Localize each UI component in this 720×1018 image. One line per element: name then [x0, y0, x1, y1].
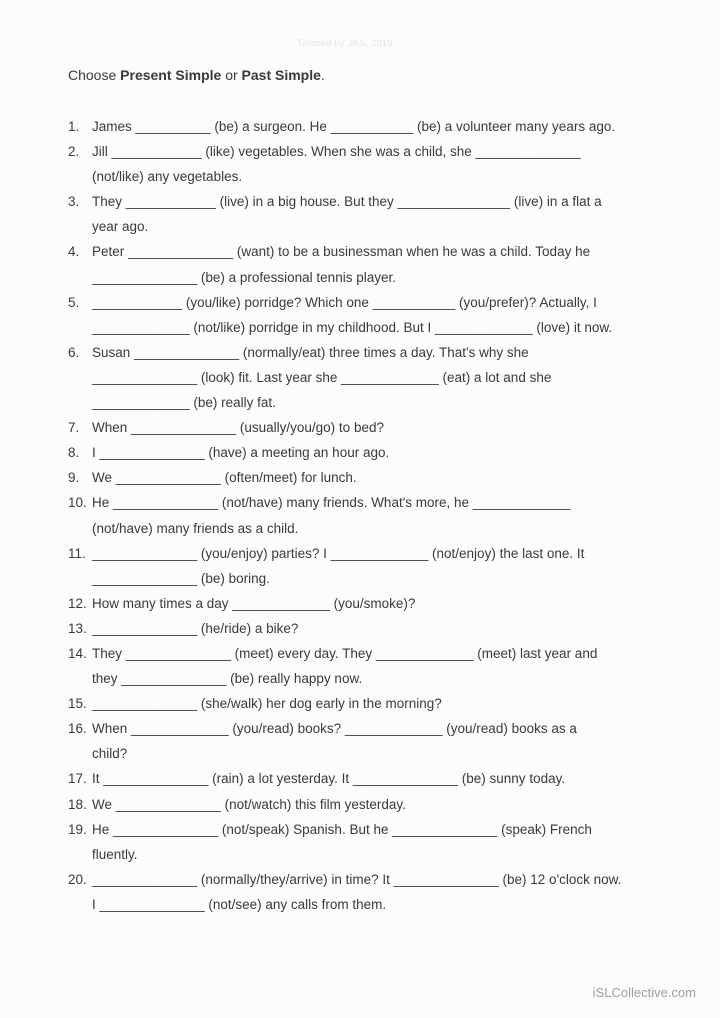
item-text-line: _____________ (not/like) porridge in my childhood. But I _____________ (love) it now. — [92, 319, 613, 335]
exercise-item — [68, 239, 678, 289]
item-text-line: ______________ (normally/they/arrive) in time? It ______________ (be) 12 o'clock now. — [92, 871, 622, 887]
exercise-item — [68, 415, 678, 440]
exercise-item — [68, 817, 678, 867]
item-number: 18. — [68, 796, 87, 812]
exercise-item — [68, 189, 678, 239]
item-text — [92, 591, 678, 616]
exercise-item — [68, 541, 678, 591]
item-text-line: Jill ____________ (like) vegetables. When she was a child, she ______________ — [92, 144, 581, 160]
item-text-line: ______________ (she/walk) her dog early in the morning? — [92, 696, 442, 712]
item-text-line: year ago. — [92, 219, 149, 235]
item-text — [92, 415, 678, 440]
item-text-line: We ______________ (not/watch) this film yesterday. — [92, 796, 406, 812]
item-text-line: When _____________ (you/read) books? _____________ (you/read) books as a — [92, 721, 577, 737]
item-number: 5. — [68, 294, 80, 310]
item-text-line: ____________ (you/like) porridge? Which one ___________ (you/prefer)? Actually, I — [92, 294, 597, 310]
item-text-line: Peter ______________ (want) to be a businessman when he was a child. Today he — [92, 244, 591, 260]
item-text — [92, 716, 678, 766]
item-text-line: ______________ (be) a professional tennis player. — [92, 269, 396, 285]
title-segment: or — [221, 67, 242, 83]
item-text — [92, 189, 678, 239]
item-text — [92, 616, 678, 641]
item-text — [92, 817, 678, 867]
item-text-line: fluently. — [92, 846, 138, 862]
item-text-line: (not/like) any vegetables. — [92, 169, 243, 185]
item-text — [92, 465, 678, 490]
item-number: 6. — [68, 344, 80, 360]
item-text-line: They ______________ (meet) every day. They _____________ (meet) last year and — [92, 645, 598, 661]
worksheet-title — [68, 67, 325, 83]
item-number: 9. — [68, 470, 80, 486]
title-segment: Choose — [68, 67, 121, 83]
exercise-item — [68, 792, 678, 817]
item-number: 2. — [68, 144, 80, 160]
item-number: 20. — [68, 871, 87, 887]
watermark-text: Tailored by JKS, 2019 — [297, 38, 393, 48]
item-text-line: I ______________ (have) a meeting an hour ago. — [92, 445, 390, 461]
exercise-item — [68, 290, 678, 340]
item-number: 16. — [68, 721, 87, 737]
exercise-item — [68, 139, 678, 189]
item-text-line: ______________ (you/enjoy) parties? I _____________ (not/enjoy) the last one. It — [92, 545, 585, 561]
item-text-line: (not/have) many friends as a child. — [92, 520, 299, 536]
exercise-item — [68, 867, 678, 917]
exercise-item — [68, 716, 678, 766]
item-text — [92, 766, 678, 791]
exercise-item — [68, 490, 678, 540]
item-text — [92, 490, 678, 540]
item-text — [92, 691, 678, 716]
item-number: 14. — [68, 645, 87, 661]
item-text-line: How many times a day _____________ (you/smoke)? — [92, 595, 416, 611]
item-text-line: When ______________ (usually/you/go) to bed? — [92, 420, 384, 436]
item-text — [92, 290, 678, 340]
item-number: 3. — [68, 194, 80, 210]
title-segment-bold: Present Simple — [120, 67, 222, 83]
footer-brand: iSLCollective.com — [592, 985, 696, 1000]
item-number: 11. — [68, 545, 86, 561]
item-number: 1. — [68, 119, 80, 134]
item-text-line: ______________ (he/ride) a bike? — [92, 620, 299, 636]
item-text-line: He ______________ (not/speak) Spanish. But he ______________ (speak) French — [92, 821, 592, 837]
item-text-line: ______________ (be) boring. — [92, 570, 270, 586]
item-number: 15. — [68, 696, 87, 712]
exercise-item — [68, 691, 678, 716]
item-text-line: He ______________ (not/have) many friends. What's more, he _____________ — [92, 495, 571, 511]
item-number: 4. — [68, 244, 80, 260]
exercise-item — [68, 766, 678, 791]
title-segment: . — [320, 67, 325, 83]
item-number: 7. — [68, 420, 80, 436]
item-number: 19. — [68, 821, 87, 837]
exercise-item — [68, 465, 678, 490]
item-text-line: I ______________ (not/see) any calls from them. — [92, 896, 387, 912]
exercise-item — [68, 440, 678, 465]
item-text-line: They ____________ (live) in a big house. But they _______________ (live) in a flat a — [92, 194, 602, 210]
title-segment-bold: Past Simple — [241, 67, 321, 83]
item-text-line: child? — [92, 746, 128, 762]
item-text-line: _____________ (be) really fat. — [92, 395, 276, 411]
exercise-item — [68, 641, 678, 691]
item-text — [92, 541, 678, 591]
item-text — [92, 239, 678, 289]
item-text — [92, 139, 678, 189]
item-text-line: It ______________ (rain) a lot yesterday. It ______________ (be) sunny today. — [92, 771, 566, 787]
item-text-line: they ______________ (be) really happy now. — [92, 671, 363, 687]
item-text — [92, 792, 678, 817]
item-text — [92, 114, 678, 139]
item-number: 17. — [68, 771, 87, 787]
item-text — [92, 340, 678, 415]
item-number: 8. — [68, 445, 80, 461]
exercise-item — [68, 591, 678, 616]
item-text — [92, 440, 678, 465]
item-text-line: Susan ______________ (normally/eat) three times a day. That's why she — [92, 344, 529, 360]
item-number: 10. — [68, 495, 87, 511]
item-number: 12. — [68, 595, 87, 611]
exercise-list — [68, 114, 678, 917]
item-text-line: James __________ (be) a surgeon. He ___________ (be) a volunteer many years ago. — [92, 119, 616, 134]
item-text-line: We ______________ (often/meet) for lunch. — [92, 470, 357, 486]
exercise-item — [68, 114, 678, 139]
exercise-item — [68, 616, 678, 641]
item-text-line: ______________ (look) fit. Last year she _____________ (eat) a lot and she — [92, 369, 552, 385]
item-text — [92, 641, 678, 691]
exercise-item — [68, 340, 678, 415]
item-text — [92, 867, 678, 917]
item-number: 13. — [68, 620, 87, 636]
